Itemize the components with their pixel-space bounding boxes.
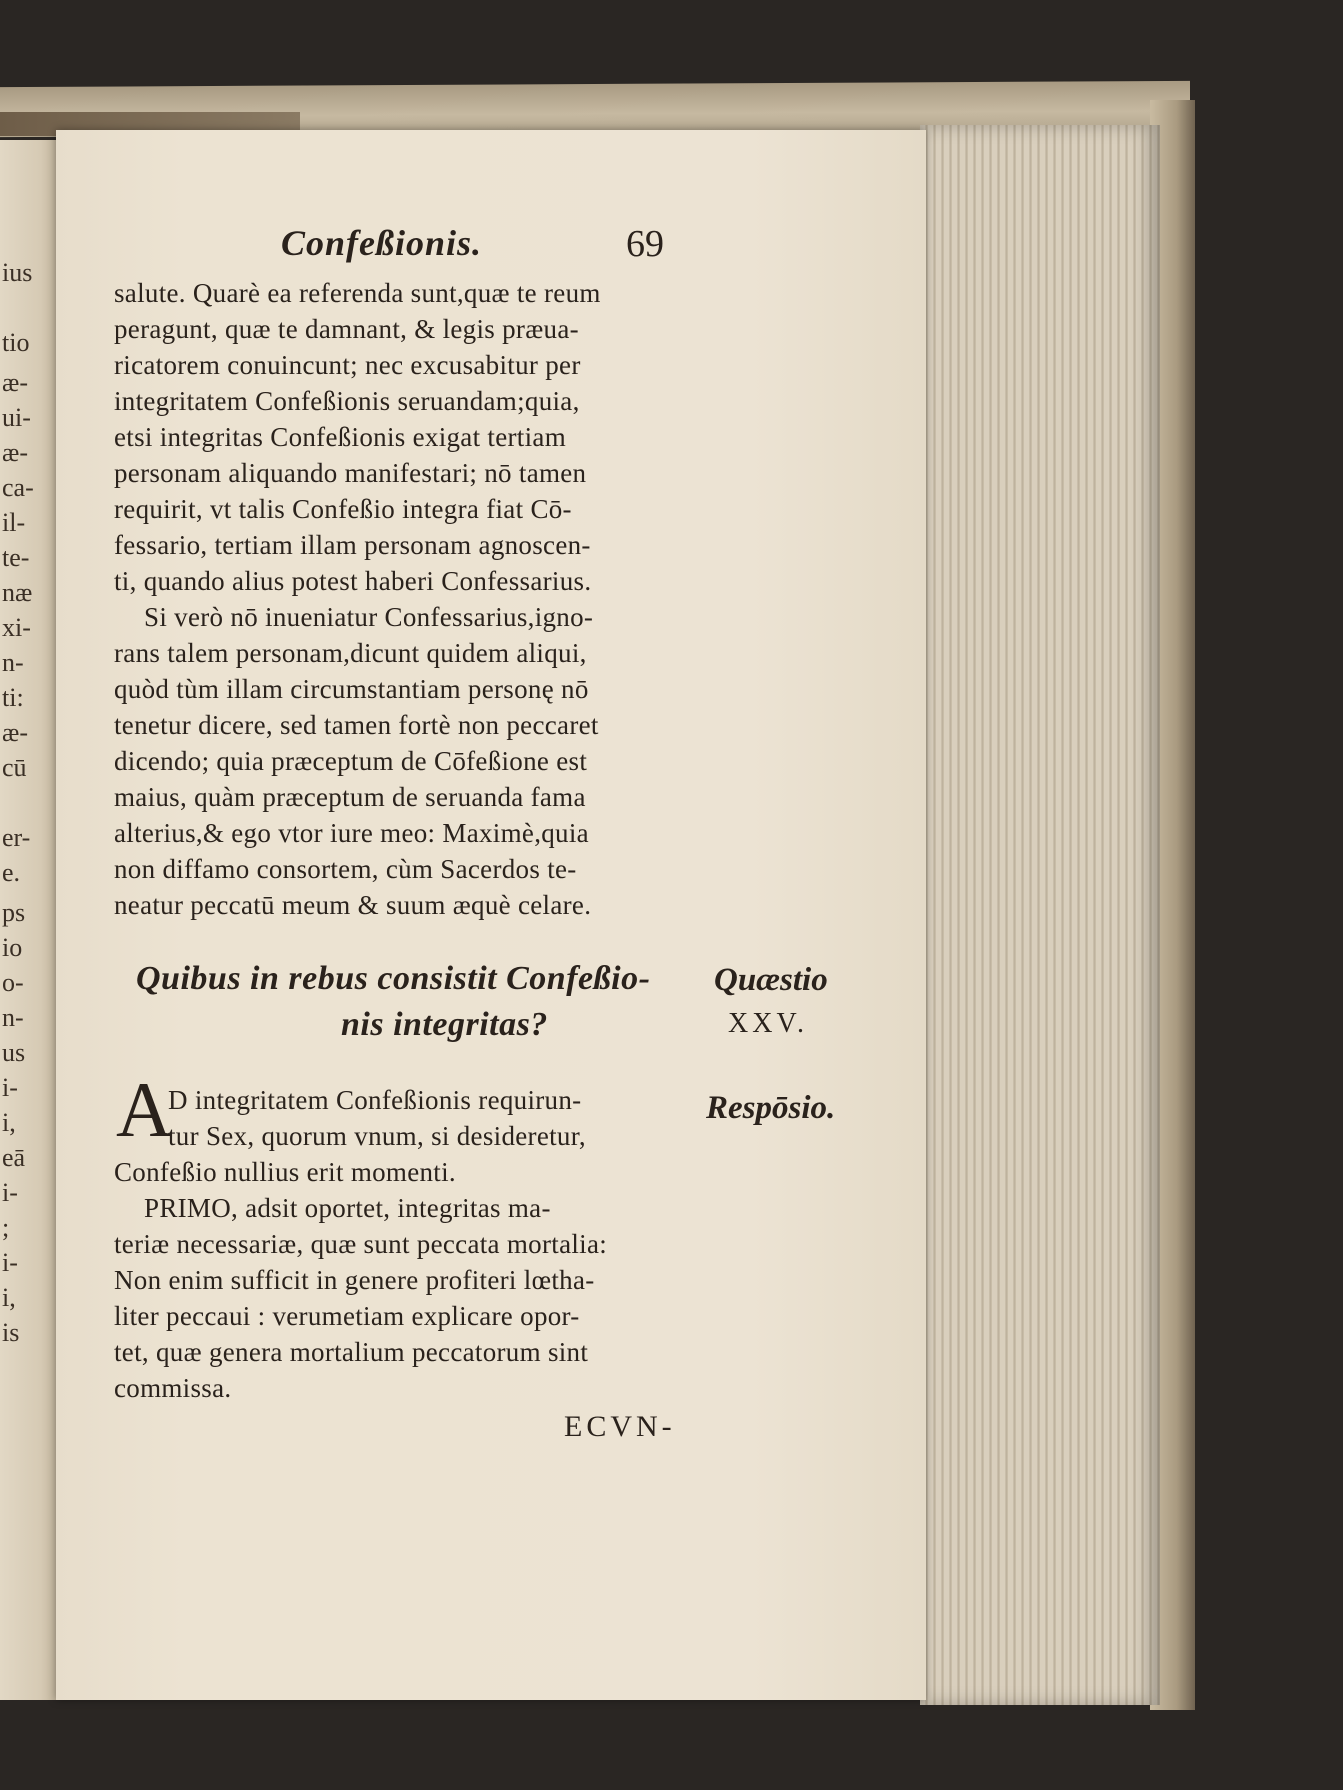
left-fragment: cū bbox=[2, 753, 27, 782]
left-fragment: ps bbox=[2, 898, 26, 927]
text-line: ti, quando alius potest haberi Confessarius. bbox=[114, 566, 592, 596]
answer-line: commissa. bbox=[114, 1373, 232, 1403]
text-line: requirit, vt talis Confeßio integra fiat Cō- bbox=[114, 494, 572, 524]
margin-note-number: XXV. bbox=[728, 1008, 809, 1039]
left-fragment: ; bbox=[2, 1213, 10, 1242]
running-head: Confeßionis. bbox=[281, 223, 483, 263]
answer-line: Non enim sufficit in genere profiteri lœtha- bbox=[114, 1265, 595, 1295]
margin-note-response: Respōsio. bbox=[706, 1090, 836, 1126]
text-line: quòd tùm illam circumstantiam personę nō bbox=[114, 674, 589, 704]
right-page bbox=[56, 130, 926, 1700]
drop-cap: A bbox=[116, 1066, 173, 1153]
catchword: ECVN- bbox=[564, 1410, 676, 1443]
left-fragment: n- bbox=[2, 648, 24, 677]
text-line: dicendo; quia præceptum de Cōfeßione est bbox=[114, 746, 588, 776]
text-line: maius, quàm præceptum de seruanda fama bbox=[114, 782, 586, 812]
left-fragment: te- bbox=[2, 543, 30, 572]
left-fragment: i- bbox=[2, 1178, 18, 1207]
left-fragment: i- bbox=[2, 1073, 18, 1102]
answer-line: liter peccaui : verumetiam explicare opor- bbox=[114, 1301, 580, 1331]
left-fragment: ti: bbox=[2, 683, 24, 712]
text-line: rans talem personam,dicunt quidem aliqui, bbox=[114, 638, 587, 668]
left-fragment: næ bbox=[2, 578, 33, 607]
left-fragment: tio bbox=[2, 328, 30, 357]
text-line: integritatem Confeßionis seruandam;quia, bbox=[114, 386, 580, 416]
left-page-edge bbox=[0, 140, 58, 1700]
answer-line: D integritatem Confeßionis requirun- bbox=[168, 1085, 582, 1115]
page-number: 69 bbox=[626, 223, 664, 265]
answer-line: teriæ necessariæ, quæ sunt peccata mortalia: bbox=[114, 1229, 608, 1259]
text-line: alterius,& ego vtor iure meo: Maximè,quia bbox=[114, 818, 589, 848]
answer-line: tur Sex, quorum vnum, si desideretur, bbox=[168, 1121, 586, 1151]
text-line: etsi integritas Confeßionis exigat tertiam bbox=[114, 422, 566, 452]
left-fragment: il- bbox=[2, 508, 26, 537]
left-fragment: n- bbox=[2, 1003, 24, 1032]
left-fragment: us bbox=[2, 1038, 26, 1067]
text-line: neatur peccatū meum & suum æquè celare. bbox=[114, 890, 592, 920]
left-fragment: io bbox=[2, 933, 23, 962]
text-line: tenetur dicere, sed tamen fortè non peccaret bbox=[114, 710, 599, 740]
left-fragment: æ- bbox=[2, 718, 28, 747]
left-fragment: i- bbox=[2, 1248, 18, 1277]
left-fragment: æ- bbox=[2, 368, 28, 397]
left-fragment: eā bbox=[2, 1143, 26, 1172]
left-fragment: æ- bbox=[2, 438, 28, 467]
question-heading: Quibus in rebus consistit Confeßio- bbox=[136, 960, 651, 997]
left-fragment: e. bbox=[2, 858, 21, 887]
left-fragment: ca- bbox=[2, 473, 34, 502]
text-line: non diffamo consortem, cùm Sacerdos te- bbox=[114, 854, 577, 884]
question-heading: nis integritas? bbox=[341, 1006, 548, 1043]
text-line: personam aliquando manifestari; nō tamen bbox=[114, 458, 587, 488]
left-fragment: o- bbox=[2, 968, 24, 997]
text-line: salute. Quarè ea referenda sunt,quæ te reum bbox=[114, 278, 601, 308]
left-fragment: is bbox=[2, 1318, 20, 1347]
page-block-fore-edge bbox=[920, 125, 1160, 1705]
left-fragment: xi- bbox=[2, 613, 31, 642]
answer-line: PRIMO, adsit oportet, integritas ma- bbox=[144, 1193, 551, 1223]
text-line: peragunt, quæ te damnant, & legis præua- bbox=[114, 314, 579, 344]
text-line: fessario, tertiam illam personam agnoscen- bbox=[114, 530, 591, 560]
left-fragment: ui- bbox=[2, 403, 31, 432]
text-line: Si verò nō inueniatur Confessarius,igno- bbox=[144, 602, 594, 632]
margin-note-question: Quæstio bbox=[714, 962, 828, 998]
left-fragment: i, bbox=[2, 1108, 16, 1137]
answer-line: Confeßio nullius erit momenti. bbox=[114, 1157, 456, 1187]
answer-line: tet, quæ genera mortalium peccatorum sint bbox=[114, 1337, 589, 1367]
left-fragment: i, bbox=[2, 1283, 16, 1312]
left-fragment: ius bbox=[2, 258, 33, 287]
text-line: ricatorem conuincunt; nec excusabitur per bbox=[114, 350, 581, 380]
left-fragment: er- bbox=[2, 823, 31, 852]
